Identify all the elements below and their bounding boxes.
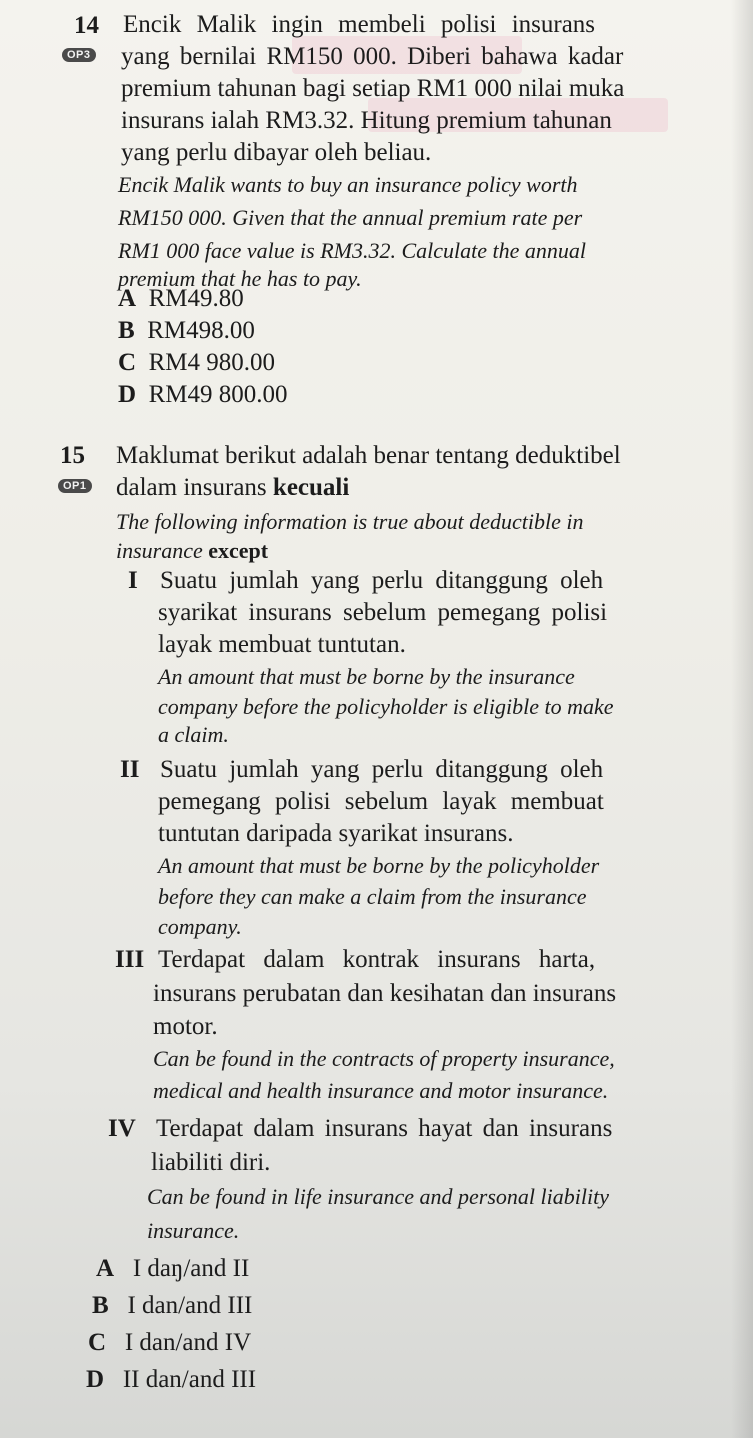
q15-option-a[interactable] xyxy=(96,1254,249,1284)
option-text: I dan/and III xyxy=(127,1292,253,1319)
statement-iii-malay: insurans perubatan dan kesihatan dan insurans xyxy=(153,980,617,1007)
page-shadow xyxy=(731,0,753,1438)
q14-option-a[interactable] xyxy=(118,284,244,314)
statement-i-english: company before the policyholder is eligible to make xyxy=(158,694,614,719)
option-text: RM49.80 xyxy=(148,285,244,312)
option-text: RM4 980.00 xyxy=(148,349,275,376)
q15-option-d[interactable] xyxy=(86,1365,256,1395)
q14-english-line: RM150 000. Given that the annual premium rate per xyxy=(118,205,583,230)
q14-english-line: RM1 000 face value is RM3.32. Calculate the annual xyxy=(118,238,587,263)
statement-ii-english: An amount that must be borne by the policyholder xyxy=(158,853,600,878)
option-letter: C xyxy=(118,349,137,376)
option-letter: C xyxy=(88,1329,107,1356)
statement-iii-english: Can be found in the contracts of property insurance, xyxy=(153,1046,615,1071)
roman-iv: IV xyxy=(108,1115,136,1142)
q15-english-line xyxy=(116,536,268,566)
q15-option-c[interactable] xyxy=(88,1328,251,1358)
question-number-15: 15 xyxy=(60,442,85,469)
q14-malay-line: insurans ialah RM3.32. Hitung premium tahunan xyxy=(121,107,612,134)
roman-ii: II xyxy=(120,756,140,783)
option-text: II dan/and III xyxy=(122,1366,257,1393)
q14-malay-line: Encik Malik ingin membeli polisi insurans xyxy=(123,11,596,38)
q14-option-d[interactable] xyxy=(118,380,287,410)
option-letter: A xyxy=(118,285,137,312)
q15-malay-line xyxy=(116,473,349,503)
statement-iii-malay: Terdapat dalam kontrak insurans harta, xyxy=(158,946,596,973)
q14-malay-line: yang perlu dibayar oleh beliau. xyxy=(121,139,432,166)
statement-ii-english: before they can make a claim from the insurance xyxy=(158,884,587,909)
statement-ii-malay: tuntutan daripada syarikat insurans. xyxy=(158,820,514,847)
option-text: RM49 800.00 xyxy=(148,381,288,408)
statement-i-malay: layak membuat tuntutan. xyxy=(158,631,406,658)
statement-iv-malay: liabiliti diri. xyxy=(151,1149,271,1176)
roman-i: I xyxy=(128,567,138,594)
roman-iii: III xyxy=(115,946,145,973)
statement-i-english: a claim. xyxy=(158,722,229,747)
q15-english-line: The following information is true about deductible in xyxy=(116,509,584,534)
q15-kecuali: kecuali xyxy=(272,474,350,501)
q15-malay-line: Maklumat berikut adalah benar tentang deduktibel xyxy=(116,442,621,469)
q15-english-text: insurance xyxy=(116,538,209,563)
q15-option-b[interactable] xyxy=(92,1291,252,1321)
q14-english-line: Encik Malik wants to buy an insurance policy worth xyxy=(118,172,578,197)
q15-except: except xyxy=(208,538,269,563)
option-letter: B xyxy=(92,1292,109,1319)
op3-badge: OP3 xyxy=(62,48,96,62)
option-letter: B xyxy=(118,317,135,344)
q15-malay-text: dalam insurans xyxy=(116,474,273,501)
statement-iv-english: Can be found in life insurance and personal liability xyxy=(147,1184,609,1209)
statement-i-malay: syarikat insurans sebelum pemegang polisi xyxy=(158,599,608,626)
statement-i-english: An amount that must be borne by the insurance xyxy=(158,664,575,689)
option-text: I dan/and IV xyxy=(124,1329,252,1356)
q14-english-line: premium that he has to pay. xyxy=(118,266,362,291)
statement-iv-malay: Terdapat dalam insurans hayat dan insurans xyxy=(156,1115,613,1142)
option-letter: D xyxy=(86,1366,105,1393)
statement-ii-malay: pemegang polisi sebelum layak membuat xyxy=(158,788,604,815)
option-text: I daŋ/and II xyxy=(132,1255,250,1282)
statement-iv-english: insurance. xyxy=(147,1218,240,1243)
question-number-14: 14 xyxy=(74,12,99,39)
statement-ii-english: company. xyxy=(158,914,242,939)
statement-i-malay: Suatu jumlah yang perlu ditanggung oleh xyxy=(160,567,604,594)
option-text: RM498.00 xyxy=(147,317,255,344)
q14-malay-line: premium tahunan bagi setiap RM1 000 nilai muka xyxy=(121,75,625,102)
statement-ii-malay: Suatu jumlah yang perlu ditanggung oleh xyxy=(160,756,604,783)
option-letter: A xyxy=(96,1255,115,1282)
q14-malay-line: yang bernilai RM150 000. Diberi bahawa kadar xyxy=(121,43,624,70)
op1-badge: OP1 xyxy=(58,479,92,493)
statement-iii-malay: motor. xyxy=(153,1013,218,1040)
option-letter: D xyxy=(118,381,137,408)
statement-iii-english: medical and health insurance and motor insurance. xyxy=(153,1078,609,1103)
q14-option-c[interactable] xyxy=(118,348,275,378)
q14-option-b[interactable] xyxy=(118,316,255,346)
